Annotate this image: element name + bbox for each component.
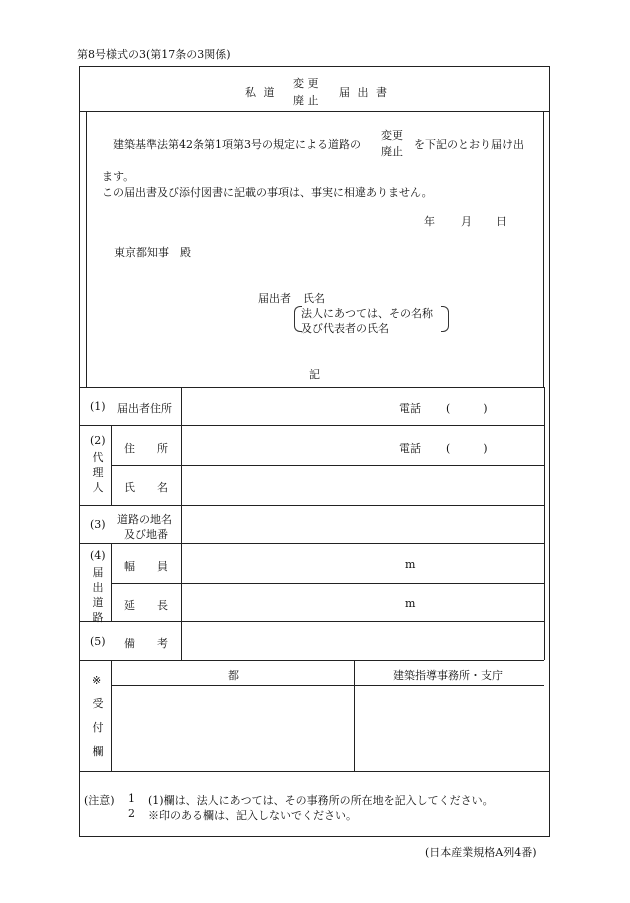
row3-label-line1: 道路の地名 [117, 513, 172, 526]
note1-text: (1)欄は、法人にあつては、その事務所の所在地を記入してください。 [148, 794, 494, 807]
row1-phone-paren: ( ) [446, 402, 488, 415]
body-stack-top: 変更 [381, 129, 403, 142]
date-day: 日 [496, 215, 507, 228]
col-line [181, 387, 182, 660]
table-right-line [544, 387, 545, 660]
form-number-label: 第8号様式の3(第17条の3関係) [77, 48, 231, 61]
col-line [111, 543, 112, 621]
paren-line2: 及び代表者の氏名 [301, 322, 389, 335]
row5-number: (5) [90, 635, 106, 648]
title-stack-bottom: 廃 止 [293, 94, 319, 107]
body-line2: ます。 [102, 170, 135, 183]
row-line [111, 583, 544, 584]
applicant-label: 届出者 [258, 292, 291, 305]
body-line1-post: を下記のとおり届け出 [414, 138, 524, 151]
title-row [79, 66, 550, 112]
row4-width-label: 幅 員 [124, 560, 168, 573]
addressee: 東京都知事 殿 [114, 246, 191, 259]
row-line [79, 660, 544, 661]
row1-number: (1) [90, 400, 106, 413]
row3-number: (3) [90, 518, 106, 531]
row-line [111, 465, 544, 466]
notes-header: (注意) [84, 794, 115, 807]
date-month: 月 [461, 215, 472, 228]
reception-col-to: 都 [228, 669, 239, 682]
paren-line1: 法人にあつては、その名称 [301, 307, 433, 320]
row-line [79, 543, 544, 544]
footer-standard: (日本産業規格A列4番) [425, 846, 537, 859]
bracket-right [441, 306, 449, 332]
row-line [79, 425, 544, 426]
title-stack-top: 変 更 [293, 77, 319, 90]
note1-number: 1 [128, 792, 135, 805]
ki-mark: 記 [309, 368, 320, 381]
row2-vertical-label: 代理人 [92, 451, 104, 494]
row2-name-label: 氏 名 [124, 481, 168, 494]
title-right: 届 出 書 [339, 86, 389, 99]
note2-text: ※印のある欄は、記入しないでください。 [148, 809, 357, 822]
row5-label: 備 考 [124, 637, 168, 650]
table-bottom-line [79, 771, 550, 772]
body-line1-pre: 建築基準法第42条第1項第3号の規定による道路の [113, 138, 361, 151]
name-label: 氏名 [303, 292, 325, 305]
row2-address-label: 住 所 [124, 442, 168, 455]
title-left: 私 道 [245, 86, 277, 99]
reception-col-office: 建築指導事務所・支庁 [393, 669, 503, 682]
row4-vertical-label: 届出道路 [92, 566, 104, 624]
body-line3: この届出書及び添付図書に記載の事項は、事実に相違ありません。 [102, 186, 433, 199]
row1-label: 届出者住所 [117, 402, 172, 415]
body-stack-bottom: 廃止 [381, 145, 403, 158]
table-top-line [79, 387, 544, 388]
row4-length-unit: m [405, 597, 416, 610]
row4-length-label: 延 長 [124, 599, 168, 612]
reception-vertical-label: 受付欄 [92, 697, 104, 758]
row2-phone-label: 電話 [399, 442, 421, 455]
date-year: 年 [424, 215, 435, 228]
col-line [111, 660, 112, 771]
col-line [111, 425, 112, 505]
row4-number: (4) [90, 549, 106, 562]
row4-width-unit: m [405, 558, 416, 571]
row-line [111, 685, 544, 686]
col-line [354, 660, 355, 771]
row2-number: (2) [90, 434, 106, 447]
row2-phone-paren: ( ) [446, 442, 488, 455]
reception-mark: ※ [92, 674, 102, 687]
row3-label-line2: 及び地番 [124, 528, 168, 541]
row1-phone-label: 電話 [399, 402, 421, 415]
row-line [79, 505, 544, 506]
row-line [79, 621, 544, 622]
note2-number: 2 [128, 807, 135, 820]
